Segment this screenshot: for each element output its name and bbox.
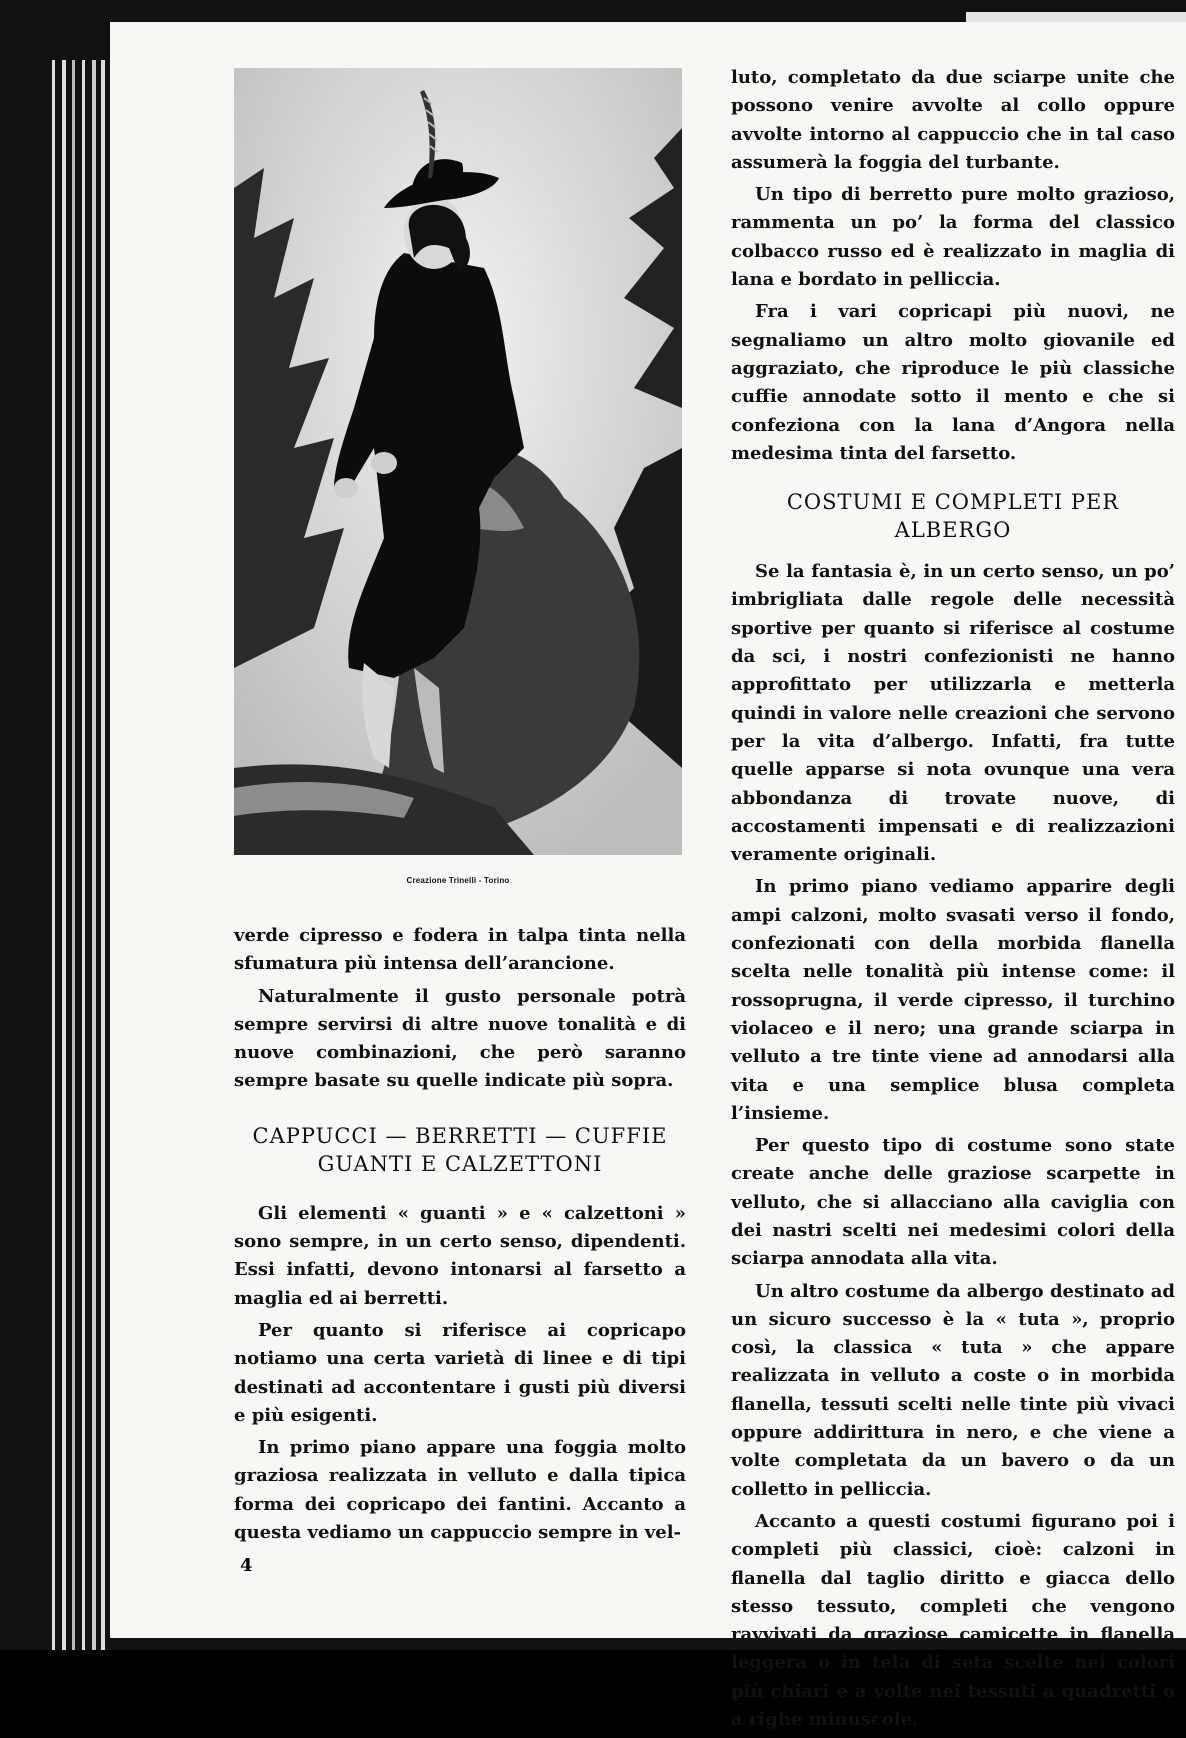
- paragraph: In primo piano vediamo apparire degli ampi calzoni, molto svasati verso il fondo, confezionati con della morbida flanella scelta nelle tonalità più intense come: il rossoprugna, il verde cipresso, il turchino violaceo e il nero; una grande sciarpa in velluto a tre tinte viene ad annodarsi alla vita e una semplice blusa completa l’insieme.: [731, 876, 1175, 1124]
- photo-caption: Creazione Trinelli - Torino: [406, 876, 510, 885]
- paragraph: Se la fantasia è, in un certo senso, un po’ imbrigliata dalle regole delle necessità sportive per quanto si riferisce al costume da sci, i nostri confezionisti ne hanno approfittato per utilizzarla e metterla quindi in valore nelle creazioni che servono per la vita d’albergo. Infatti, fra tutte quelle apparse si nota ovunque una vera abbondanza di trovate nuove, di accostamenti impensati e di realizzazioni veramente originali.: [731, 561, 1175, 866]
- section-heading: COSTUMI E COMPLETI PER ALBERGO: [786, 490, 1120, 543]
- photo-woman-in-hat: [234, 68, 682, 855]
- paragraph: Per quanto si riferisce ai copricapo notiamo una certa varietà di linee e di tipi destinati ad accontentare i gusti più diversi e più esigenti.: [234, 1319, 686, 1426]
- page-number: 4: [240, 1555, 253, 1576]
- left-column: [234, 922, 686, 1551]
- page-edge-strip: [82, 60, 85, 1650]
- right-column: [731, 64, 1175, 1738]
- paragraph: Per questo tipo di costume sono state create anche delle graziose scarpette in velluto, che si allacciano alla caviglia con dei nastri scelti nei medesimi colori della sciarpa annodata alla vita.: [731, 1135, 1175, 1270]
- page-edge-strip: [52, 60, 55, 1650]
- page-edge-strip: [92, 60, 96, 1650]
- page-edge-strip: [101, 60, 105, 1650]
- paragraph: Un tipo di berretto pure molto grazioso, rammenta un po’ la forma del classico colbacco russo ed è realizzato in maglia di lana e bordato in pelliccia.: [731, 184, 1175, 291]
- paragraph: In primo piano appare una foggia molto graziosa realizzata in velluto e dalla tipica forma dei copricapo dei fantini. Accanto a questa vediamo un cappuccio sempre in vel-: [234, 1437, 686, 1544]
- paragraph: luto, completato da due sciarpe unite che possono venire avvolte al collo oppure avvolte intorno al cappuccio che in tal caso assumerà la foggia del turbante.: [731, 67, 1175, 173]
- paragraph: Fra i vari copricapi più nuovi, ne segnaliamo un altro molto giovanile ed aggraziato, che riproduce le più classiche cuffie annodate sotto il mento e che si confeziona con la lana d’Angora nella medesima tinta del farsetto.: [731, 301, 1175, 464]
- heading-line: CAPPUCCI — BERRETTI — CUFFIE: [252, 1123, 668, 1148]
- top-border: [0, 0, 1186, 12]
- paragraph: Accanto a questi costumi figurano poi i completi più classici, cioè: calzoni in flanella dal taglio diritto e giacca dello stesso tessuto, completi che vengono ravvivati da graziose camicette in flanella leggera o in tela di seta scelte nei colori più chiari e a volte nei tessuti a quadretti o a righe minuscole.: [731, 1510, 1175, 1731]
- section-heading: [234, 1122, 686, 1178]
- page-edge-strip: [72, 60, 75, 1650]
- fashion-photo: [234, 68, 682, 855]
- paragraph: Un altro costume da albergo destinato ad un sicuro successo è la « tuta », proprio così, la classica « tuta » che appare realizzata in velluto a coste o in morbida flanella, tessuti scelti nelle tinte più vivaci oppure addirittura in nero, e che viene a volte completata da un bavero o da un colletto in pelliccia.: [731, 1280, 1175, 1500]
- page-edge-strip: [62, 60, 66, 1650]
- paragraph: Gli elementi « guanti » e « calzettoni » sono sempre, in un certo senso, dipendenti. Essi infatti, devono intonarsi al farsetto a maglia ed ai berretti.: [234, 1202, 686, 1309]
- paragraph: verde cipresso e fodera in talpa tinta nella sfumatura più intensa dell’arancione.: [234, 925, 686, 975]
- paragraph: Naturalmente il gusto personale potrà sempre servirsi di altre nuove tonalità e di nuove combinazioni, che però saranno sempre basate su quelle indicate più sopra.: [234, 985, 686, 1092]
- heading-line: GUANTI E CALZETTONI: [317, 1151, 603, 1176]
